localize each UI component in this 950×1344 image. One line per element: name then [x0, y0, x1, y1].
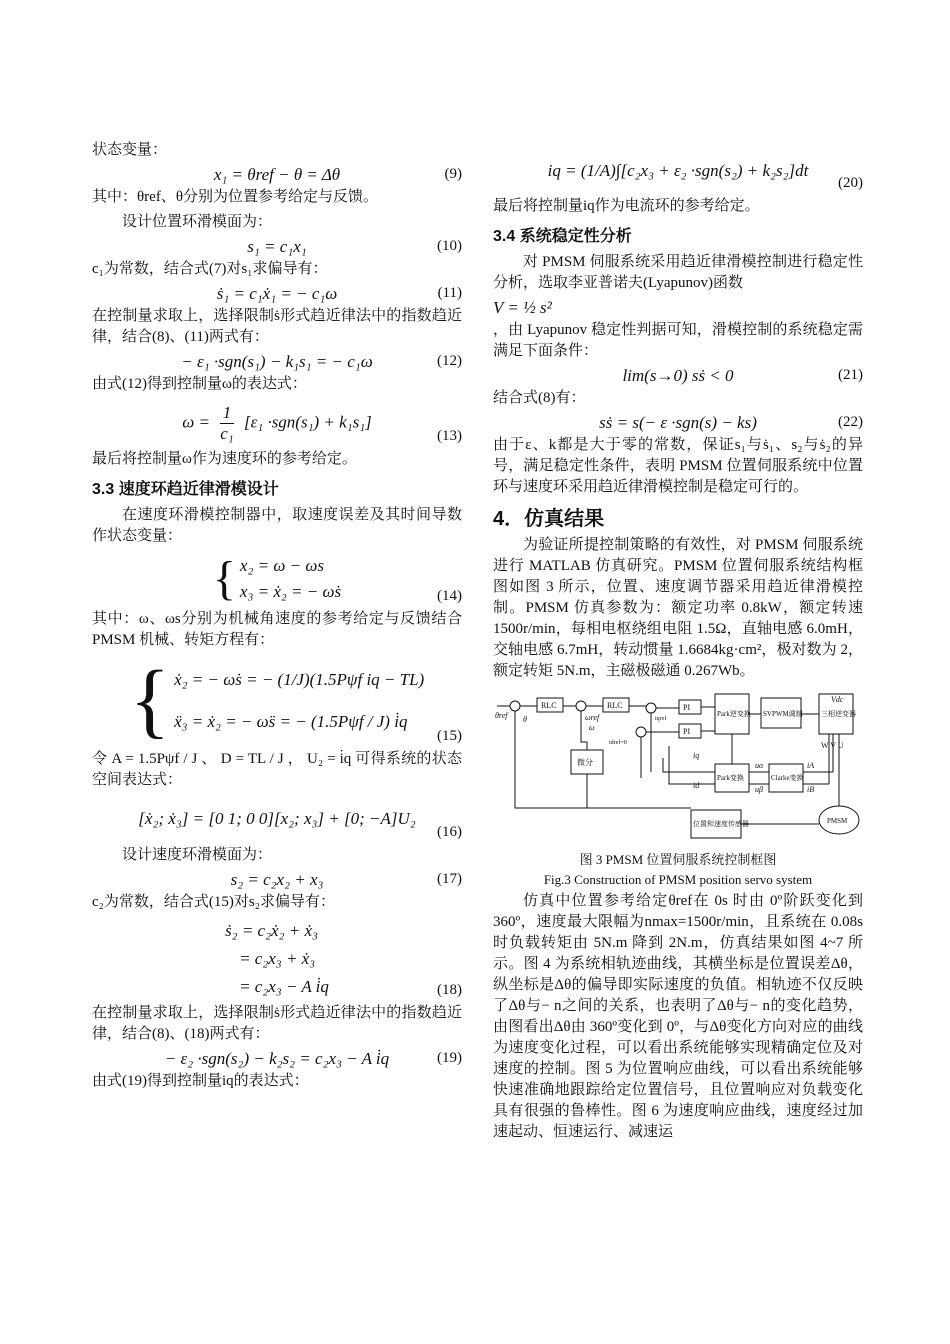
svg-text:位置和速度传感器: 位置和速度传感器	[693, 820, 749, 828]
equation-16: [ẋ₂; ẋ₃] = [0 1; 0 0][x₂; x₃] + [0; −A]U₂ (16)	[138, 809, 462, 840]
svg-text:id: id	[693, 781, 700, 790]
svg-text:Park变换: Park变换	[717, 774, 744, 782]
equation-12: − ε₁ ·sgn(s₁) − k₁s₁ = − c₁ω (12)	[181, 352, 462, 371]
svg-text:三相逆变器: 三相逆变器	[821, 710, 856, 718]
equation-9: x₁ = θref − θ = Δθ (9)	[213, 165, 462, 184]
paragraph: 对 PMSM 伺服系统采用趋近律滑模控制进行稳定性分析，选取李亚普诺夫(Lyapunov)函数	[493, 254, 863, 291]
paragraph: c₁为常数，结合式(7)对s₁求偏导有：	[92, 261, 328, 277]
svg-text:iq: iq	[693, 751, 700, 760]
paragraph: 为验证所提控制策略的有效性，对 PMSM 伺服系统进行 MATLAB 仿真研究。PMSM 位置伺服系统结构框图如图 3 所示，位置、速度调节器采用趋近律滑模控制。PMSM 仿真参数为：额定功率 0.8kW，额定转速 1500r/min，每相电枢绕组电阻 1.5Ω，直轴电感 6.0mH，交轴电感 6.7mH，转动惯量 1.6684kg·cm²，极对数为 2，额定转矩 5N.m，主磁极磁通 0.267Wb。	[493, 537, 863, 679]
fraction: $\frac{1}{\text{c₁}}$	[220, 402, 234, 443]
svg-text:θref: θref	[495, 711, 508, 720]
svg-text:iA: iA	[807, 761, 815, 770]
equation-13: ω = $\frac{1}{\text{c₁}}$ [ε₁ ·sgn(s₁) + k₁s₁] (13)	[182, 402, 462, 444]
svg-text:微分: 微分	[577, 758, 593, 767]
section-heading-4: 4．仿真结果	[493, 508, 605, 530]
svg-text:PI: PI	[683, 727, 691, 736]
svg-text:RLC: RLC	[541, 701, 557, 710]
svg-text:ω: ω	[589, 723, 595, 732]
paragraph: 其中：ω、ωs分别为机械角速度的参考给定与反馈结合 PMSM 机械、转矩方程有：	[92, 611, 462, 648]
svg-text:uα: uα	[755, 761, 764, 770]
svg-text:Vdc: Vdc	[831, 695, 844, 704]
sum-junction	[510, 701, 520, 711]
equation-17: s₂ = c₂x₂ + x₃ (17)	[230, 870, 462, 889]
figure-caption-cn: 图 3 PMSM 位置伺服系统控制框图	[579, 852, 777, 867]
paragraph: 结合式(8)有：	[493, 390, 586, 406]
equation-11: ṡ₁ = c₁ẋ₁ = − c₁ω (11)	[216, 284, 462, 303]
equation-22: sṡ = s(− ε ·sgn(s) − ks) (22)	[599, 413, 863, 432]
sum-junction	[576, 701, 586, 711]
sum-junction	[636, 727, 646, 737]
svg-text:PMSM: PMSM	[827, 817, 848, 825]
svg-text:iqref: iqref	[655, 716, 667, 722]
right-column	[493, 146, 863, 1147]
paragraph: 由于ε、k都是大于零的常数，保证s₁与ṡ₁、s₂与ṡ₂的异号，满足稳定性条件，表明 PMSM 位置伺服系统中位置环与速度环采用趋近律滑模控制是稳定可行的。	[493, 437, 863, 495]
equation-14: { x₂ = ω − ωs x₃ = ẋ₂ = − ω̇s (14)	[212, 552, 462, 605]
paragraph: 仿真中位置参考给定θref在 0s 时由 0º阶跃变化到 360º，速度最大限幅为nmax=1500r/min，且系统在 0.08s 时负载转矩由 5N.m 降到 2N.m，仿真结果如图 4~7 所示。图 4 为系统相轨迹曲线，其横坐标是位置误差Δθ，纵坐标是Δθ的偏导即实际速度的负值。相轨迹不仅反映了Δθ与− n之间的关系，也表明了Δθ与− n的变化趋势，由图看出Δθ由 360º变化到 0º，与Δθ变化方向对应的曲线为速度变化过程，可以看出系统能够实现精确定位及对速度的控制。图 5 为位置响应曲线，可以看出系统能够快速准确地跟踪给定位置信号，且位置响应对负载变化具有很强的鲁棒性。图 6 为速度响应曲线，速度经过加速起动、恒速运行、减速运	[493, 893, 863, 1140]
section-heading-3-4: 3.4 系统稳定性分析	[493, 228, 632, 245]
paragraph: 设计速度环滑模面为：	[122, 847, 273, 863]
svg-text:SVPWM调制: SVPWM调制	[763, 710, 803, 718]
equation-21: lim(s→0) sṡ < 0 (21)	[622, 366, 863, 385]
svg-text:Clarke变换: Clarke变换	[771, 774, 804, 782]
svg-text:PI: PI	[683, 703, 691, 712]
svg-text:ωref: ωref	[585, 713, 600, 722]
paragraph: 在控制量求取上，选择限制ṡ形式趋近律法中的指数趋近律，结合(8)、(11)两式有：	[92, 308, 462, 345]
paragraph: 由式(12)得到控制量ω的表达式：	[92, 376, 307, 392]
equation-18: ṡ₂ = c₂ẋ₂ + ẋ₃ = c₂x₃ + ẋ₃ = c₂x₃ − A i̇q (18)	[225, 921, 462, 998]
svg-text:RLC: RLC	[607, 701, 623, 710]
figure-caption-en: Fig.3 Construction of PMSM position servo system	[543, 872, 813, 887]
paragraph: 令 A = 1.5Pψf / J 、 D = TL / J ， U₂ = i̇q 可得系统的状态空间表达式：	[92, 751, 462, 788]
paragraph: 由式(19)得到控制量iq的表达式：	[92, 1073, 309, 1089]
equation-20: iq = (1/A)∫[c₂x₃ + ε₂ ·sgn(s₂) + k₂s₂]dt (20)	[547, 161, 863, 191]
equation-v: V = ½ s²	[493, 298, 552, 317]
paragraph: 其中：θref、θ分别为位置参考给定与反馈。	[92, 189, 379, 205]
paragraph: ，由 Lyapunov 稳定性判据可知，滑模控制的系统稳定需满足下面条件：	[493, 322, 863, 359]
svg-text:idref=0: idref=0	[609, 740, 627, 746]
equation-10: s₁ = c₁x₁ (10)	[247, 237, 462, 256]
paragraph: 在速度环滑模控制器中，取速度误差及其时间导数作状态变量：	[92, 507, 462, 544]
state-var-intro: 状态变量：	[92, 142, 168, 158]
section-heading-3-3: 3.3 速度环趋近律滑模设计	[92, 481, 279, 498]
svg-text:iB: iB	[807, 785, 815, 794]
equation-15: { ẋ₂ = − ω̇s = − (1/J)(1.5Pψf iq − TL) ẍ₃ = ẋ₂ = − ω̈s = − (1.5Pψf / J) i̇q (15)	[129, 654, 462, 747]
figure-3-block-diagram	[493, 692, 863, 844]
equation-19: − ε₂ ·sgn(s₂) − k₂s₂ = c₂x₃ − A i̇q (19)	[164, 1049, 462, 1068]
paragraph: 最后将控制量ω作为速度环的参考给定。	[92, 451, 357, 467]
svg-text:W V U: W V U	[821, 741, 844, 750]
paragraph: 设计位置环滑模面为：	[122, 214, 273, 230]
svg-text:θ: θ	[523, 715, 527, 724]
sum-junction	[646, 703, 656, 713]
svg-text:uβ: uβ	[755, 785, 763, 794]
paragraph: 在控制量求取上，选择限制ṡ形式趋近律法中的指数趋近律，结合(8)、(18)两式有：	[92, 1005, 462, 1042]
svg-text:Park逆变换: Park逆变换	[717, 710, 751, 718]
paragraph: c₂为常数，结合式(15)对s₂求偏导有：	[92, 894, 335, 910]
paragraph: 最后将控制量iq作为电流环的参考给定。	[493, 198, 760, 214]
left-column	[92, 140, 462, 1096]
